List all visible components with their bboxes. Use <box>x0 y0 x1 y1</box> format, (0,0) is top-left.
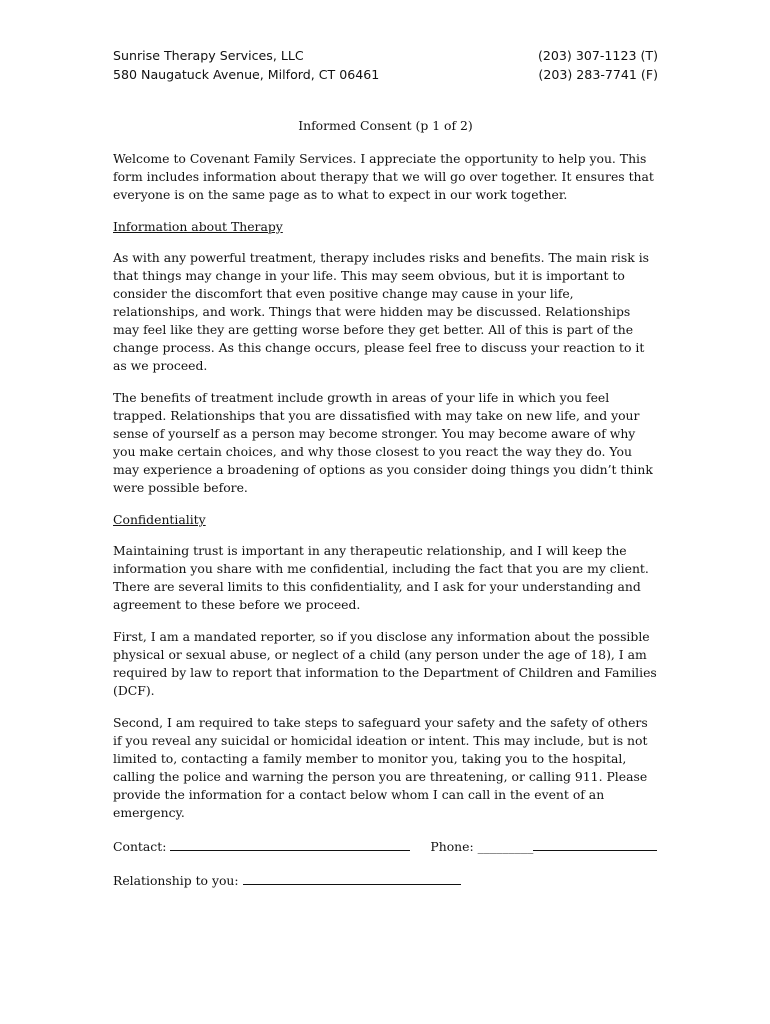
company-address: 580 Naugatuck Avenue, Milford, CT 06461 <box>113 67 380 82</box>
phone-label: Phone: _________ <box>430 839 534 854</box>
mandated-reporter-paragraph: First, I am a mandated reporter, so if you disclose any information about the possible physical or sexual abuse, or neglect of a child (any person under the age of 18), I am required by law to report that information to the Department of Children and Families (DCF). <box>113 629 657 698</box>
contact-row <box>113 836 658 854</box>
therapy-benefits-paragraph: The benefits of treatment include growth in areas of your life in which you feel trapped. Relationships that you are dissatisfied with may take on new life, and your sense of yourself as a person may become stronger. You may become aware of why you make certain choices, and why those closest to you react the way they do. You may experience a broadening of options as you consider doing things you didn’t think were possible before. <box>113 390 653 495</box>
company-fax: (203) 283-7741 (F) <box>538 67 658 82</box>
letterhead-left <box>113 46 379 84</box>
confidentiality-paragraph: Maintaining trust is important in any therapeutic relationship, and I will keep the information you share with me confidential, including the fact that you are my client. There are several limits to this confidentiality, and I ask for your understanding and agreement to these before we proceed. <box>113 543 649 612</box>
phone-field[interactable] <box>533 836 657 851</box>
safety-paragraph: Second, I am required to take steps to safeguard your safety and the safety of others if you reveal any suicidal or homicidal ideation or intent. This may include, but is not limited to, contacting a family member to monitor you, taking you to the hospital, calling the police and warning the person you are threatening, or calling 911. Please provide the information for a contact below whom I can call in the event of an emergency. <box>113 715 648 820</box>
letterhead <box>113 46 658 84</box>
company-phone: (203) 307-1123 (T) <box>537 48 658 63</box>
therapy-heading: Information about Therapy <box>113 219 283 234</box>
therapy-risks-paragraph: As with any powerful treatment, therapy includes risks and benefits. The main risk is that things may change in your life. This may seem obvious, but it is important to consider the discomfort that even positive change may cause in your life, relationships, and work. Things that were hidden may be discussed. Relationships may feel like they are getting worse before they get better. All of this is part of the change process. As this change occurs, please feel free to discuss your reaction to it as we proceed. <box>113 250 650 373</box>
relationship-row <box>113 870 658 888</box>
relationship-label: Relationship to you: <box>113 873 239 888</box>
document-page <box>113 46 658 904</box>
intro-paragraph: Welcome to Covenant Family Services. I appreciate the opportunity to help you. This form includes information about therapy that we will go over together. It ensures that everyone is on the same page as to what to expect in our work together. <box>113 151 654 202</box>
company-name: Sunrise Therapy Services, LLC <box>113 48 304 63</box>
letterhead-right <box>538 46 658 84</box>
relationship-field[interactable] <box>243 870 461 885</box>
document-title: Informed Consent (p 1 of 2) <box>298 118 473 133</box>
contact-label: Contact: <box>113 839 167 854</box>
contact-field[interactable] <box>170 836 410 851</box>
document-body <box>113 150 658 822</box>
confidentiality-heading: Confidentiality <box>113 512 206 527</box>
